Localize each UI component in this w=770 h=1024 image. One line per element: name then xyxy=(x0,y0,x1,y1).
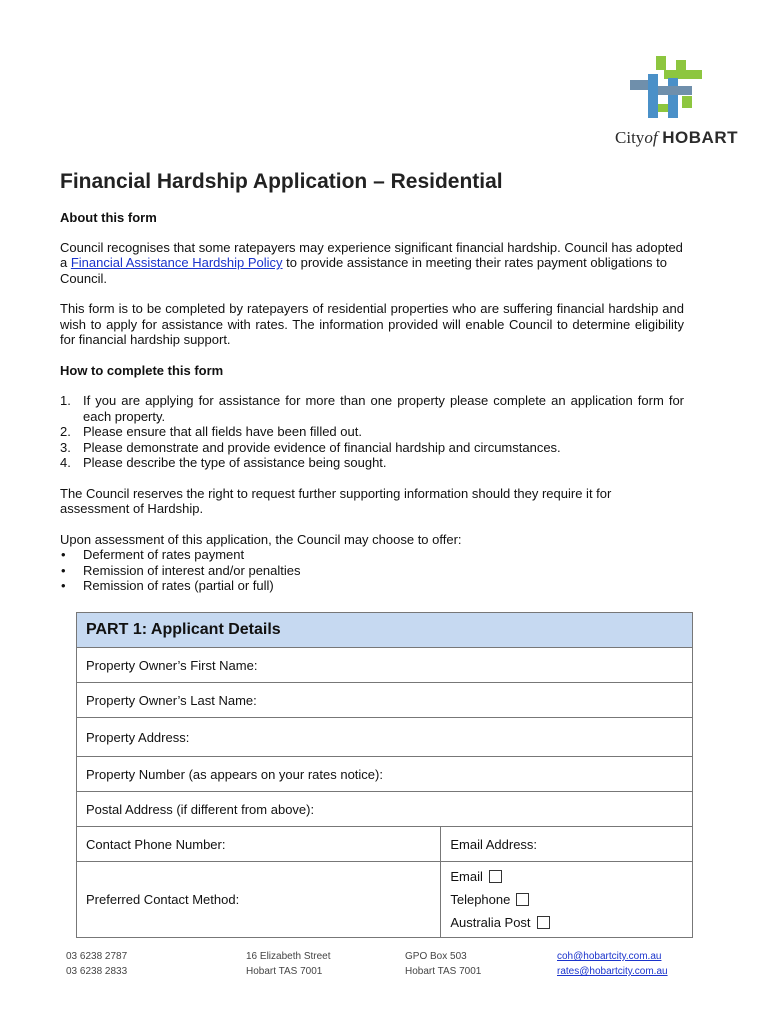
footer-phone-1: 03 6238 2787 xyxy=(66,951,128,962)
logo-wordmark: Cityof HOBART xyxy=(615,128,738,147)
preferred-contact-label: Preferred Contact Method: xyxy=(77,862,441,938)
list-item: • Deferment of rates payment xyxy=(60,547,684,563)
list-item: • Remission of rates (partial or full) xyxy=(60,578,684,594)
instructions-list xyxy=(60,393,684,471)
how-heading: How to complete this form xyxy=(60,362,224,378)
property-address-field[interactable]: Property Address: xyxy=(77,718,693,757)
intro-paragraph: Council recognises that some ratepayers may experience significant financial hardship. Council has adopted a Financial Assistance Hardship Policy to provide assistance in meeting their rates payment obligations to Council. xyxy=(60,239,683,286)
contact-method-options xyxy=(441,862,693,938)
list-item: 2. Please ensure that all fields have been filled out. xyxy=(60,424,362,439)
australia-post-checkbox[interactable] xyxy=(537,916,550,929)
footer-postal-address: GPO Box 503 Hobart TAS 7001 xyxy=(405,951,482,977)
list-item: • Remission of interest and/or penalties xyxy=(60,563,684,579)
city-of-hobart-logo xyxy=(596,56,738,150)
hardship-policy-link[interactable]: Financial Assistance Hardship Policy xyxy=(70,255,283,270)
hobart-cross-logo-icon xyxy=(630,56,702,118)
email-address-field[interactable]: Email Address: xyxy=(441,827,693,862)
list-item: 3. Please demonstrate and provide evidence of financial hardship and circumstances. xyxy=(60,439,561,455)
applicant-details-table xyxy=(76,612,693,938)
contact-option-email[interactable]: Email xyxy=(450,865,683,888)
footer-email-rates-link[interactable]: rates@hobartcity.com.au xyxy=(557,966,668,977)
reserve-paragraph: The Council reserves the right to request further supporting information should they require it for assessment of Hardship. xyxy=(60,485,612,516)
list-item: 1. If you are applying for assistance for more than one property please complete an application form for each property. xyxy=(60,393,684,424)
page-title: Financial Hardship Application – Residential xyxy=(60,170,503,193)
offer-list xyxy=(60,547,684,594)
email-checkbox[interactable] xyxy=(489,870,502,883)
document-body xyxy=(60,210,684,594)
list-item: 4. Please describe the type of assistance being sought. xyxy=(60,455,387,470)
footer-phone-2: 03 6238 2833 xyxy=(66,966,128,977)
offer-intro: Upon assessment of this application, the Council may choose to offer: xyxy=(60,531,462,547)
telephone-checkbox[interactable] xyxy=(516,893,529,906)
first-name-field[interactable]: Property Owner’s First Name: xyxy=(77,648,693,683)
contact-option-post[interactable]: Australia Post xyxy=(450,911,683,934)
footer-street-address: 16 Elizabeth Street Hobart TAS 7001 xyxy=(246,951,331,977)
footer-phones xyxy=(66,949,127,979)
footer-emails xyxy=(557,949,668,979)
property-number-field[interactable]: Property Number (as appears on your rates notice): xyxy=(77,757,693,792)
footer-email-coh-link[interactable]: coh@hobartcity.com.au xyxy=(557,951,662,962)
about-heading: About this form xyxy=(60,210,157,225)
contact-phone-field[interactable]: Contact Phone Number: xyxy=(77,827,441,862)
part1-header: PART 1: Applicant Details xyxy=(77,613,693,648)
last-name-field[interactable]: Property Owner’s Last Name: xyxy=(77,683,693,718)
purpose-paragraph: This form is to be completed by ratepayers of residential properties who are suffering financial hardship and wish to apply for assistance with rates. The information provided will enable Council to determine eligibility for financial hardship support. xyxy=(60,301,684,347)
contact-option-telephone[interactable]: Telephone xyxy=(450,888,683,911)
postal-address-field[interactable]: Postal Address (if different from above): xyxy=(77,792,693,827)
